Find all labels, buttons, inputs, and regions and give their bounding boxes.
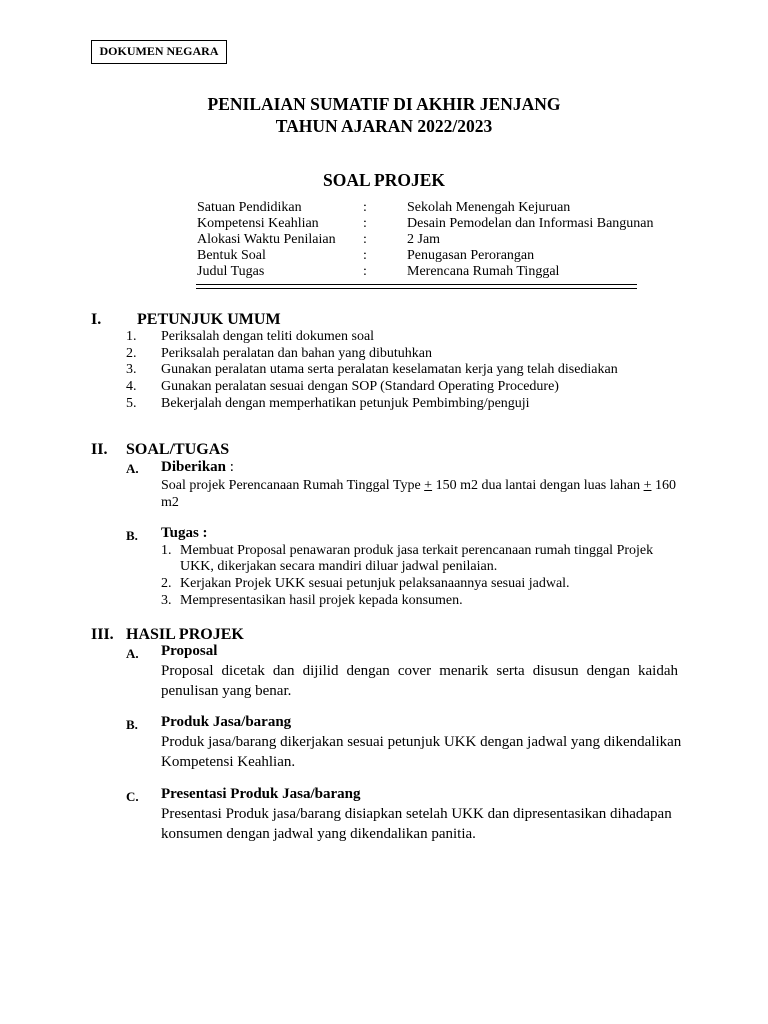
list-item [126, 396, 646, 414]
list-item-number: 2. [161, 576, 172, 591]
subsection-letter: C. [126, 789, 139, 804]
section-title-general-instructions: PETUNJUK UMUM [137, 311, 281, 328]
list-item [126, 329, 646, 347]
subsection-colon: : [226, 459, 234, 475]
divider-line [196, 284, 637, 285]
list-item-number: 3. [126, 362, 137, 377]
list-item-number: 3. [161, 593, 172, 608]
subsection-letter: A. [126, 461, 139, 476]
divider-line [196, 288, 637, 289]
info-label: Alokasi Waktu Penilaian [197, 232, 336, 247]
plus-minus-symbol: + [643, 478, 652, 493]
info-separator: : [363, 264, 367, 279]
list-item-text: Periksalah peralatan dan bahan yang dibutuhkan [161, 346, 432, 361]
section-title-project-results: HASIL PROJEK [126, 626, 244, 643]
list-item [126, 379, 646, 397]
given-description-unit: m2 [161, 495, 179, 510]
plus-minus-symbol: + [424, 478, 433, 493]
subsection-title-proposal: Proposal [161, 643, 218, 659]
list-item-number: 1. [126, 329, 137, 344]
info-separator: : [363, 232, 367, 247]
given-text: 150 m2 dua lantai dengan luas lahan [432, 478, 644, 493]
subsection-letter: B. [126, 717, 138, 732]
given-description [161, 477, 681, 494]
list-item-text: Bekerjalah dengan memperhatikan petunjuk Pembimbing/penguji [161, 396, 530, 411]
info-value: 2 Jam [407, 232, 441, 247]
info-separator: : [363, 216, 367, 231]
info-separator: : [363, 200, 367, 215]
section-number: II. [91, 441, 108, 458]
list-item-number: 2. [126, 346, 137, 361]
list-item-text: UKK, dikerjakan secara mandiri diluar jadwal penilaian. [180, 559, 498, 574]
subsection-title: Diberikan [161, 459, 227, 475]
subsection-title-tasks: Tugas : [161, 525, 208, 541]
presentation-description: Presentasi Produk jasa/barang disiapkan setelah UKK dan dipresentasikan dihadapan konsumen dengan jadwal yang dikendalikan panitia. [161, 806, 672, 842]
proposal-description: Proposal dicetak dan dijilid dengan cover menarik serta disusun dengan kaidah penulisan yang benar. [161, 663, 678, 699]
list-item-number: 5. [126, 396, 137, 411]
section-number: III. [91, 626, 114, 643]
info-separator: : [363, 248, 367, 263]
list-item [126, 362, 646, 380]
info-label: Judul Tugas [197, 264, 265, 279]
given-text: 160 [651, 478, 676, 493]
list-item-number: 1. [161, 543, 172, 558]
subsection-title-product: Produk Jasa/barang [161, 714, 292, 730]
subsection-heading-given [161, 459, 234, 476]
list-item-text: Membuat Proposal penawaran produk jasa terkait perencanaan rumah tinggal Projek [180, 543, 654, 558]
product-description: Produk jasa/barang dikerjakan sesuai petunjuk UKK dengan jadwal yang dikendalikan Kompetensi Keahlian. [161, 734, 682, 770]
list-item-text: Mempresentasikan hasil projek kepada konsumen. [180, 593, 463, 608]
subsection-letter: A. [126, 646, 139, 661]
list-item-number: 4. [126, 379, 137, 394]
academic-year-title: TAHUN AJARAN 2022/2023 [275, 116, 493, 136]
document-subtitle: SOAL PROJEK [322, 170, 446, 190]
section-number: I. [91, 311, 102, 328]
subsection-letter: B. [126, 528, 138, 543]
subsection-title-presentation: Presentasi Produk Jasa/barang [161, 786, 361, 802]
list-item-text: Gunakan peralatan sesuai dengan SOP (Standard Operating Procedure) [161, 379, 559, 394]
info-label: Kompetensi Keahlian [197, 216, 319, 231]
section-title-task: SOAL/TUGAS [126, 441, 230, 458]
info-value: Merencana Rumah Tinggal [407, 264, 560, 279]
list-item-text: Gunakan peralatan utama serta peralatan keselamatan kerja yang telah disediakan [161, 362, 618, 377]
document-classification-stamp: DOKUMEN NEGARA [91, 40, 227, 64]
info-label: Bentuk Soal [197, 248, 266, 263]
info-value: Sekolah Menengah Kejuruan [407, 200, 571, 215]
task-list [161, 543, 681, 613]
list-item-text: Periksalah dengan teliti dokumen soal [161, 329, 375, 344]
given-text: Soal projek Perencanaan Rumah Tinggal Type [161, 478, 425, 493]
info-value: Desain Pemodelan dan Informasi Bangunan [407, 216, 654, 231]
exam-title: PENILAIAN SUMATIF DI AKHIR JENJANG [207, 94, 561, 114]
info-label: Satuan Pendidikan [197, 200, 302, 215]
info-value: Penugasan Perorangan [407, 248, 535, 263]
list-item-text: Kerjakan Projek UKK sesuai petunjuk pelaksanaannya sesuai jadwal. [180, 576, 570, 591]
